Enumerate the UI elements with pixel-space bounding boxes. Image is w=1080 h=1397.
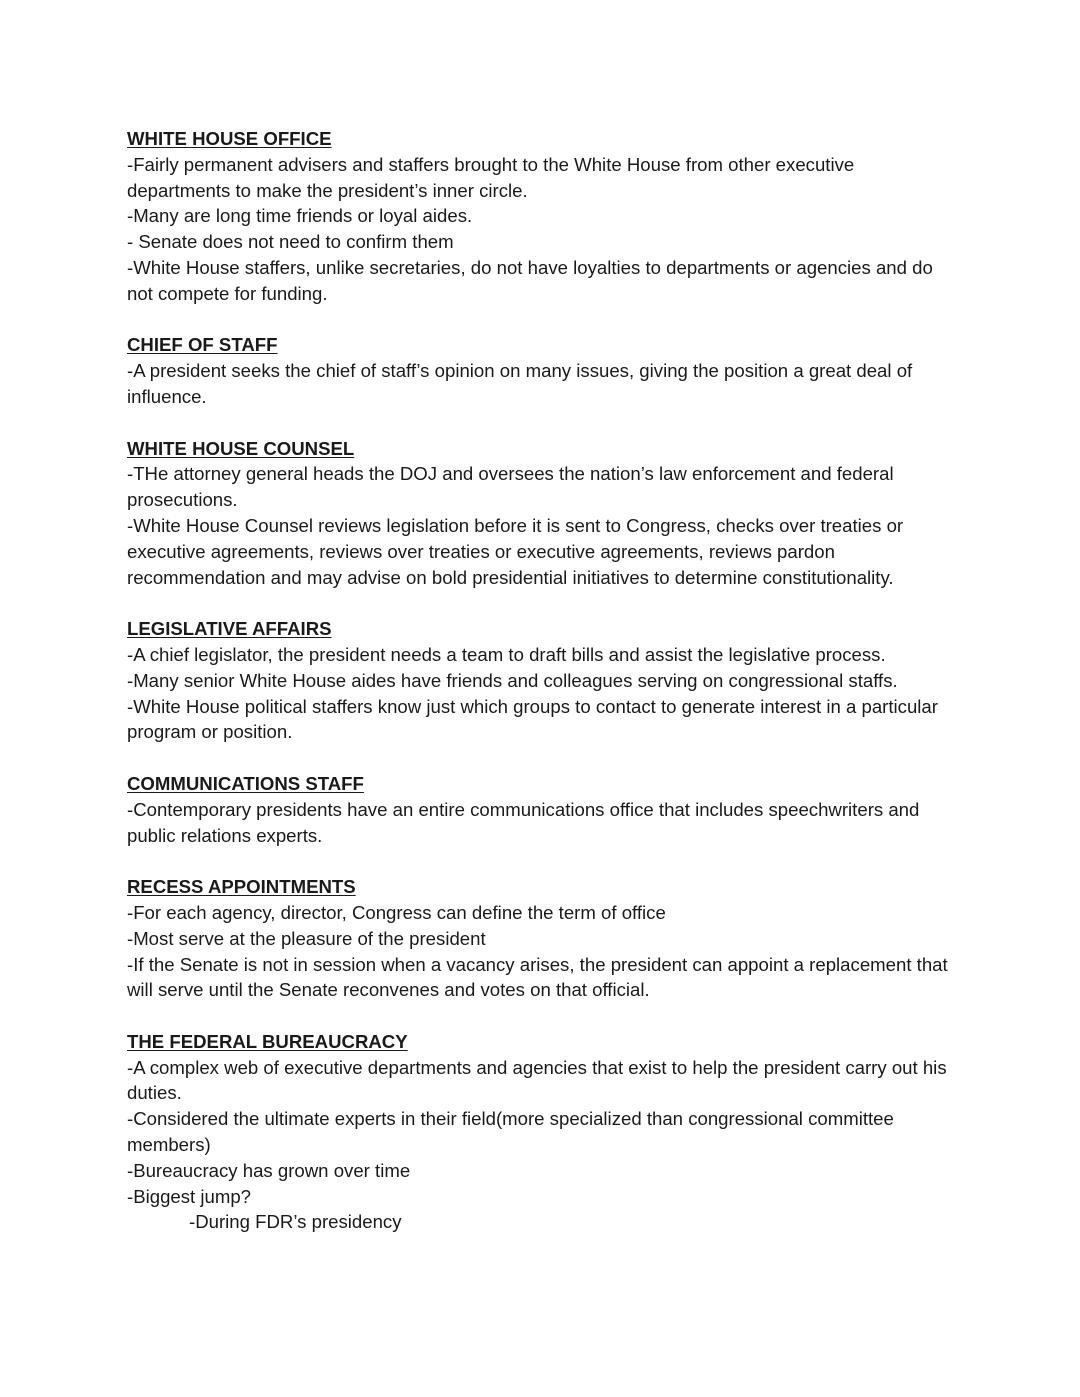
section-white-house-office — [127, 126, 957, 307]
bullet-line: -Bureaucracy has grown over time — [127, 1159, 411, 1181]
section-recess-appointments — [127, 874, 957, 1003]
section-heading: WHITE HOUSE COUNSEL — [127, 437, 355, 459]
bullet-line: -Many senior White House aides have friends and colleagues serving on congressional staffs. — [127, 669, 898, 691]
bullet-line: -For each agency, director, Congress can define the term of office — [127, 901, 666, 923]
bullet-line: -Contemporary presidents have an entire communications office that includes speechwriters and public relations experts. — [127, 798, 920, 846]
bullet-line: -A chief legislator, the president needs a team to draft bills and assist the legislative process. — [127, 643, 886, 665]
section-the-federal-bureaucracy — [127, 1029, 957, 1235]
section-chief-of-staff — [127, 332, 957, 409]
section-heading: RECESS APPOINTMENTS — [127, 876, 356, 898]
section-legislative-affairs — [127, 616, 957, 745]
bullet-line: -White House political staffers know just which groups to contact to generate interest in a particular program or position. — [127, 695, 938, 743]
section-heading: WHITE HOUSE OFFICE — [127, 128, 332, 149]
section-communications-staff — [127, 771, 957, 848]
section-heading: COMMUNICATIONS STAFF — [127, 772, 364, 794]
bullet-line: -A complex web of executive departments and agencies that exist to help the president carry out his duties. — [127, 1056, 947, 1104]
section-heading: LEGISLATIVE AFFAIRS — [127, 618, 332, 640]
section-white-house-counsel — [127, 436, 957, 591]
bullet-line: -THe attorney general heads the DOJ and oversees the nation’s law enforcement and federal prosecutions. — [127, 463, 894, 511]
bullet-line: -Fairly permanent advisers and staffers brought to the White House from other executive departments to make the president’s inner circle. — [127, 153, 855, 201]
bullet-line: -If the Senate is not in session when a vacancy arises, the president can appoint a replacement that will serve until the Senate reconvenes and votes on that official. — [127, 953, 948, 1001]
bullet-line: - Senate does not need to confirm them — [127, 231, 454, 253]
bullet-line: -Considered the ultimate experts in their field(more specialized than congressional committee members) — [127, 1108, 894, 1156]
bullet-line: -Biggest jump? — [127, 1185, 252, 1207]
bullet-line: -During FDR’s presidency — [189, 1211, 402, 1233]
bullet-line: -Many are long time friends or loyal aides. — [127, 205, 473, 227]
bullet-line: -A president seeks the chief of staff’s opinion on many issues, giving the position a great deal of influence. — [127, 360, 913, 407]
document-body — [127, 126, 957, 1261]
section-heading: CHIEF OF STAFF — [127, 334, 278, 356]
bullet-line: -Most serve at the pleasure of the president — [127, 927, 486, 949]
section-heading: THE FEDERAL BUREAUCRACY — [127, 1030, 408, 1052]
bullet-line: -White House staffers, unlike secretaries, do not have loyalties to departments or agencies and do not compete for funding. — [127, 256, 933, 304]
bullet-line: -White House Counsel reviews legislation before it is sent to Congress, checks over treaties or executive agreements, reviews over treaties or executive agreements, reviews pardon recommendation and may advise on bold presidential initiatives to determine constitutionality. — [127, 514, 904, 588]
